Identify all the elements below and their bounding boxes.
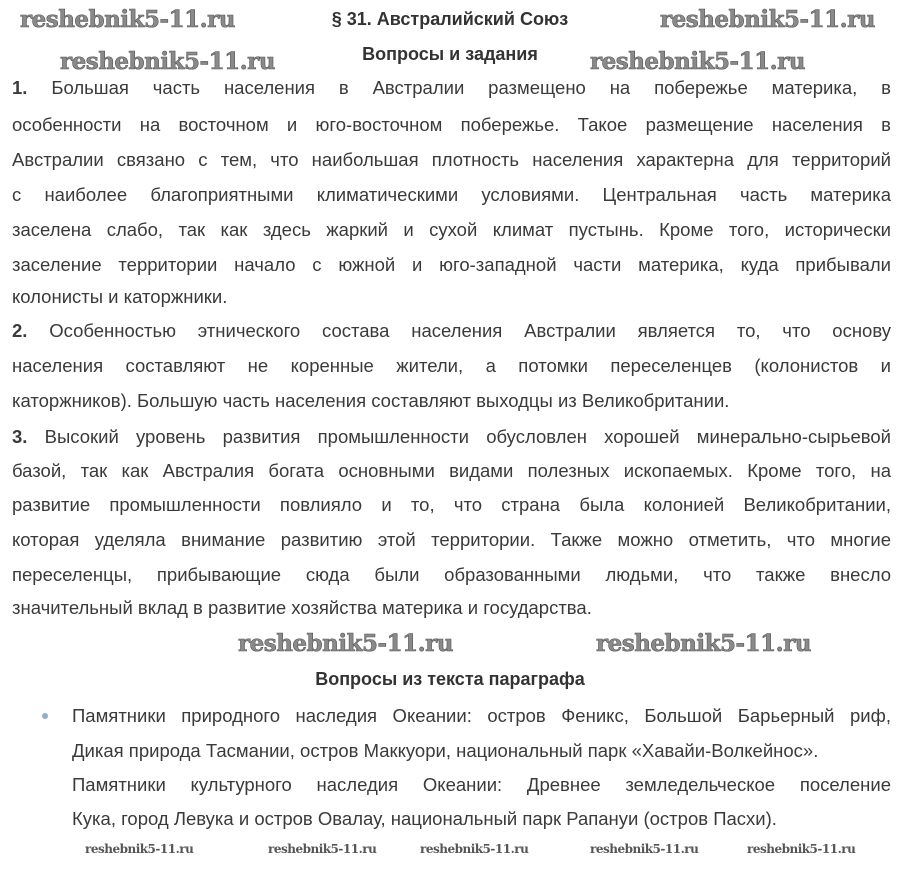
answer-text: Особенностью этнического состава населения Австралии является то, что основу [49, 320, 891, 341]
section-heading-text-questions: Вопросы из текста параграфа [315, 669, 585, 689]
answer-1-line [12, 114, 891, 136]
answer-number: 2. [12, 320, 28, 341]
watermark: reshebnik5-11.ru [660, 6, 875, 33]
watermark: reshebnik5-11.ru [60, 48, 275, 75]
answer-text: заселение территории начало с южной и юго-западной части материка, куда прибывали [12, 254, 891, 275]
bullet-line: Кука, город Левука и остров Овалау, национальный парк Рапануи (остров Пасхи). [72, 808, 777, 829]
answer-text: которая уделяла внимание развитию этой территории. Также можно отметить, что многие [12, 529, 891, 550]
answer-3-line [12, 494, 891, 516]
answer-1-line [12, 149, 891, 171]
answer-3-line [12, 460, 891, 482]
answer-1-line [12, 254, 891, 276]
bullet-line: Памятники культурного наследия Океании: Древнее земледельческое поселение [72, 774, 891, 795]
answer-3-line [12, 426, 891, 448]
watermark: reshebnik5-11.ru [268, 842, 377, 856]
bullet-line: Дикая природа Тасмании, остров Маккуори, национальный парк «Хавайи-Волкейнос». [72, 740, 819, 761]
bullet-icon [42, 713, 48, 719]
answer-text: Большая часть населения в Австралии размещено на побережье материка, в [51, 77, 892, 98]
answer-1-line [12, 286, 891, 308]
answer-text: переселенцы, прибывающие сюда были образованными людьми, что также внесло [12, 564, 891, 585]
page-title: § 31. Австралийский Союз [331, 9, 569, 29]
bullet-line: Памятники природного наследия Океании: остров Феникс, Большой Барьерный риф, [72, 705, 891, 726]
answer-text: колонисты и каторжники. [12, 286, 228, 307]
watermark: reshebnik5-11.ru [238, 630, 453, 657]
watermark: reshebnik5-11.ru [20, 6, 235, 33]
answer-number: 1. [12, 77, 28, 98]
answer-text: базой, так как Австралия богата основными видами полезных ископаемых. Кроме того, на [12, 460, 891, 481]
answer-text: Высокий уровень развития промышленности обусловлен хорошей минерально-сырьевой [44, 426, 891, 447]
answer-number: 3. [12, 426, 28, 447]
answer-text: Австралии связано с тем, что наибольшая плотность населения характерна для территорий [12, 149, 891, 170]
answer-2-line [12, 320, 891, 342]
answer-text: значительный вклад в развитие хозяйства материка и государства. [12, 597, 592, 618]
answer-1-line [12, 77, 891, 99]
answer-text: населения составляют не коренные жители, а потомки переселенцев (колонистов и [12, 355, 891, 376]
answer-2-line [12, 390, 891, 412]
answer-1-line [12, 219, 891, 241]
section-heading-questions: Вопросы и задания [362, 44, 538, 64]
answer-2-line [12, 355, 891, 377]
watermark: reshebnik5-11.ru [85, 842, 194, 856]
answer-text: каторжников). Большую часть населения составляют выходцы из Великобритании. [12, 390, 730, 411]
answer-3-line [12, 597, 891, 619]
watermark: reshebnik5-11.ru [420, 842, 529, 856]
answer-text: с наиболее благоприятными климатическими условиями. Центральная часть материка [12, 184, 891, 205]
watermark: reshebnik5-11.ru [747, 842, 856, 856]
answer-text: особенности на восточном и юго-восточном побережье. Такое размещение населения в [12, 114, 891, 135]
answer-text: развитие промышленности повлияло и то, что страна была колонией Великобритании, [12, 494, 891, 515]
answer-1-line [12, 184, 891, 206]
watermark: reshebnik5-11.ru [590, 842, 699, 856]
watermark: reshebnik5-11.ru [590, 48, 805, 75]
watermark: reshebnik5-11.ru [596, 630, 811, 657]
answer-3-line [12, 564, 891, 586]
answer-text: заселена слабо, так как здесь жаркий и сухой климат пустынь. Кроме того, исторически [12, 219, 891, 240]
answer-3-line [12, 529, 891, 551]
